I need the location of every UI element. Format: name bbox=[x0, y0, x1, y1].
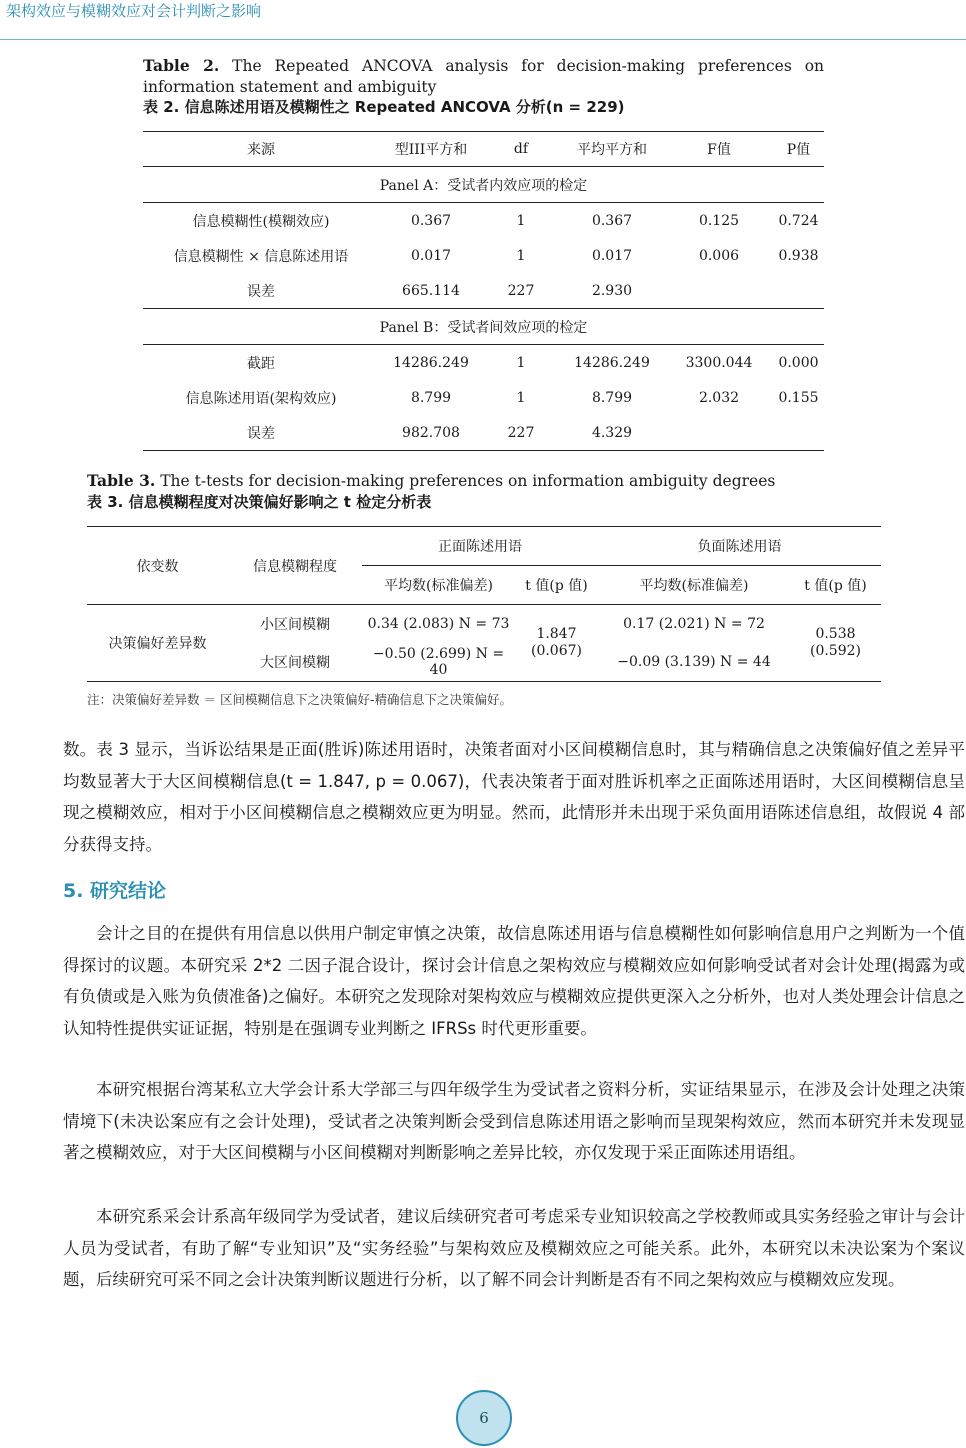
table-cell: 信息模糊性 × 信息陈述用语 bbox=[173, 248, 349, 265]
table-cell: 1 bbox=[516, 247, 526, 264]
table-cell: 0.367 bbox=[591, 212, 633, 229]
table-cell: 14286.249 bbox=[574, 354, 650, 371]
table-cell bbox=[665, 273, 773, 309]
table-cell: 2.930 bbox=[559, 273, 665, 309]
table-cell: −0.50 (2.699) N = 40 bbox=[362, 643, 515, 682]
table3-neg-t-cell bbox=[790, 605, 881, 682]
table2-caption-cn bbox=[143, 97, 625, 118]
table2 bbox=[143, 131, 824, 451]
table-cell: 0.017 bbox=[591, 247, 633, 264]
table-cell: 误差 bbox=[143, 415, 379, 451]
table3-row-label: 决策偏好差异数 bbox=[87, 605, 228, 682]
table3-header-level: 信息模糊程度 bbox=[228, 527, 362, 605]
table2-header-row bbox=[143, 132, 824, 167]
table3-neg-p: (0.592) bbox=[809, 643, 861, 659]
table-row bbox=[143, 238, 824, 273]
table-cell: 0.125 bbox=[698, 212, 740, 229]
table-cell: 截距 bbox=[247, 355, 275, 372]
table-cell: 信息模糊性(模糊效应) bbox=[192, 213, 330, 230]
table2-caption-label: Table 2. bbox=[143, 56, 220, 75]
table3-caption bbox=[87, 470, 775, 492]
table-cell: 4.329 bbox=[559, 415, 665, 451]
table2-header-cell: F值 bbox=[665, 132, 773, 167]
table-cell: 8.799 bbox=[410, 389, 452, 406]
table2-caption bbox=[143, 55, 824, 98]
table-cell: 误差 bbox=[143, 273, 379, 309]
table-cell: 0.34 (2.083) N = 73 bbox=[367, 616, 510, 632]
header-rule bbox=[0, 39, 966, 40]
table-row bbox=[143, 415, 824, 451]
table3-level-large: 大区间模糊 bbox=[228, 643, 362, 682]
table-cell: 1 bbox=[516, 354, 526, 371]
table3-pos-t: 1.847 bbox=[536, 626, 577, 642]
table2-panel-a-row bbox=[143, 167, 824, 203]
table3-header-row-1 bbox=[87, 527, 881, 566]
table-cell: 8.799 bbox=[591, 389, 633, 406]
table2-header-cell: 平均平方和 bbox=[559, 132, 665, 167]
table2-header-cell: 型III平方和 bbox=[379, 132, 483, 167]
table-row bbox=[87, 605, 881, 644]
table-cell: 2.032 bbox=[698, 389, 740, 406]
table-cell: 1 bbox=[516, 212, 526, 229]
table3-caption-cn-text: 表 3. 信息模糊程度对决策偏好影响之 t 检定分析表 bbox=[87, 493, 432, 511]
table-row bbox=[143, 203, 824, 239]
table3-header-negative: 负面陈述用语 bbox=[598, 527, 881, 566]
running-header: 架构效应与模糊效应对会计判断之影响 bbox=[6, 2, 262, 20]
table-cell: 0.000 bbox=[778, 354, 819, 371]
table2-panel-a-label: Panel A：受试者内效应项的检定 bbox=[143, 167, 824, 203]
table3-header-mean: 平均数(标准偏差) bbox=[362, 566, 515, 605]
section-heading: 5. 研究结论 bbox=[63, 880, 167, 902]
table2-caption-text: The Repeated ANCOVA analysis for decision-making preferences on information statement and ambiguity bbox=[143, 57, 825, 96]
table3 bbox=[87, 526, 881, 682]
table-cell: −0.09 (3.139) N = 44 bbox=[598, 643, 790, 682]
table-cell: 982.708 bbox=[379, 415, 483, 451]
table-cell: 1 bbox=[516, 389, 526, 406]
paragraph-continued: 数。表 3 显示，当诉讼结果是正面(胜诉)陈述用语时，决策者面对小区间模糊信息时，其与精确信息之决策偏好值之差异平均数显著大于大区间模糊信息(t = 1.847, p = 0.067)，代表决策者于面对胜诉机率之正面陈述用语时，大区间模糊信息呈现之模糊效应，相对于小区间模糊信息之模糊效应更为明显。然而，此情形并未出现于采负面用语陈述信息组，故假说 4 部分获得支持。 bbox=[63, 740, 965, 854]
table-cell bbox=[665, 415, 773, 451]
table-cell: 227 bbox=[483, 273, 559, 309]
table-cell: 0.155 bbox=[778, 389, 819, 406]
table3-header-t: t 值(p 值) bbox=[515, 566, 598, 605]
table-cell: 0.724 bbox=[778, 212, 819, 229]
paragraph-2: 本研究根据台湾某私立大学会计系大学部三与四年级学生为受试者之资料分析，实证结果显示，在涉及会计处理之决策情境下(未决讼案应有之会计处理)，受试者之决策判断会受到信息陈述用语之影响而呈现架构效应，然而本研究并未发现显著之模糊效应，对于大区间模糊与小区间模糊对判断影响之差异比较，亦仅发现于采正面陈述用语组。 bbox=[63, 1080, 965, 1162]
table2-panel-b-label: Panel B：受试者间效应项的检定 bbox=[143, 309, 824, 345]
table3-note: 注：决策偏好差异数 ＝ 区间模糊信息下之决策偏好-精确信息下之决策偏好。 bbox=[87, 692, 512, 707]
table2-header-cell: P值 bbox=[773, 132, 824, 167]
page-number: 6 bbox=[456, 1390, 512, 1446]
table-cell: 665.114 bbox=[379, 273, 483, 309]
table-cell: 14286.249 bbox=[393, 354, 469, 371]
table-cell: 信息陈述用语(架构效应) bbox=[185, 390, 337, 407]
table-row bbox=[143, 273, 824, 309]
table-row bbox=[143, 345, 824, 381]
table3-header-mean: 平均数(标准偏差) bbox=[598, 566, 790, 605]
table2-header-cell: df bbox=[483, 132, 559, 167]
table3-pos-p: (0.067) bbox=[530, 643, 582, 659]
table3-caption-label: Table 3. bbox=[87, 471, 156, 490]
table-cell bbox=[773, 273, 824, 309]
table-cell: 227 bbox=[483, 415, 559, 451]
table3-level-small: 小区间模糊 bbox=[260, 617, 330, 633]
table-cell: 0.17 (2.021) N = 72 bbox=[623, 616, 765, 632]
table2-header-cell: 来源 bbox=[143, 132, 379, 167]
table-cell: 0.367 bbox=[410, 212, 452, 229]
table-cell: 3300.044 bbox=[685, 354, 753, 371]
table3-header-dep: 依变数 bbox=[87, 527, 228, 605]
table-row bbox=[143, 380, 824, 415]
table3-header-t: t 值(p 值) bbox=[790, 566, 881, 605]
table-cell: 0.017 bbox=[410, 247, 452, 264]
table2-panel-b-row bbox=[143, 309, 824, 345]
table-cell: 0.006 bbox=[698, 247, 740, 264]
table3-caption-cn bbox=[87, 492, 431, 513]
paragraph-1: 会计之目的在提供有用信息以供用户制定审慎之决策，故信息陈述用语与信息模糊性如何影响信息用户之判断为一个值得探讨的议题。本研究采 2*2 二因子混合设计，探讨会计信息之架构效应与模糊效应如何影响受试者对会计处理(揭露为或有负债或是入账为负债准备)之偏好。本研究之发现除对架构效应与模糊效应提供更深入之分析外，也对人类处理会计信息之认知特性提供实证证据，特别是在强调专业判断之 IFRSs 时代更形重要。 bbox=[63, 924, 965, 1038]
paragraph-3: 本研究系采会计系高年级同学为受试者，建议后续研究者可考虑采专业知识较高之学校教师或具实务经验之审计与会计人员为受试者，有助了解“专业知识”及“实务经验”与架构效应及模糊效应之可能关系。此外，本研究以未决讼案为个案议题，后续研究可采不同之会计决策判断议题进行分析，以了解不同会计判断是否有不同之架构效应与模糊效应发现。 bbox=[63, 1207, 965, 1289]
table3-caption-text: The t-tests for decision-making preferences on information ambiguity degrees bbox=[155, 472, 776, 490]
table3-neg-t: 0.538 bbox=[815, 626, 856, 642]
table3-header-positive: 正面陈述用语 bbox=[362, 527, 598, 566]
table3-pos-t-cell bbox=[515, 605, 598, 682]
table-cell bbox=[773, 415, 824, 451]
table-cell: 0.938 bbox=[778, 247, 819, 264]
table2-caption-cn-text: 表 2. 信息陈述用语及模糊性之 Repeated ANCOVA 分析(n = 229) bbox=[143, 98, 625, 116]
